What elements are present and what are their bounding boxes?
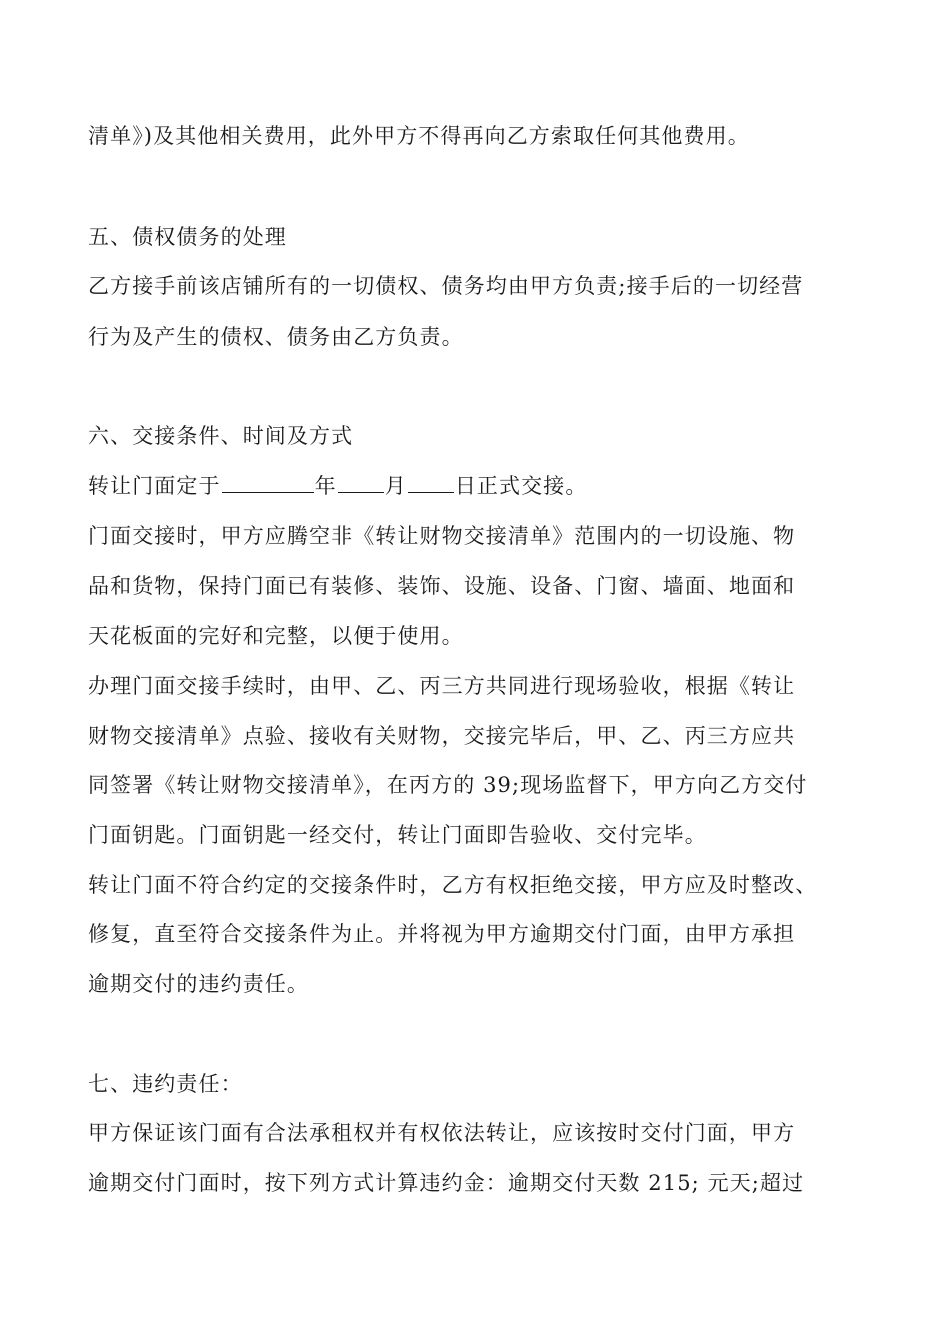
paragraph-line: 甲方保证该门面有合法承租权并有权依法转让，应该按时交付门面，甲方 bbox=[88, 1121, 796, 1145]
paragraph-line: 修复，直至符合交接条件为止。并将视为甲方逾期交付门面，由甲方承担 bbox=[88, 922, 796, 946]
paragraph-line: 行为及产生的债权、债务由乙方负责。 bbox=[88, 325, 464, 349]
handover-date-line bbox=[88, 471, 587, 501]
day-blank bbox=[408, 472, 454, 493]
paragraph-line: 同签署《转让财物交接清单》，在丙方的 39;现场监督下，甲方向乙方交付 bbox=[88, 773, 808, 797]
paragraph-line: 办理门面交接手续时，由甲、乙、丙三方共同进行现场验收，根据《转让 bbox=[88, 674, 796, 698]
paragraph-line: 财物交接清单》点验、接收有关财物，交接完毕后，甲、乙、丙三方应共 bbox=[88, 724, 796, 748]
paragraph-line: 品和货物，保持门面已有装修、装饰、设施、设备、门窗、墙面、地面和 bbox=[88, 574, 796, 598]
paragraph-line: 清单》)及其他相关费用，此外甲方不得再向乙方索取任何其他费用。 bbox=[88, 124, 750, 148]
month-label: 月 bbox=[384, 474, 407, 498]
handover-date-prefix: 转让门面定于 bbox=[88, 474, 221, 498]
paragraph-line: 门面钥匙。门面钥匙一经交付，转让门面即告验收、交付完毕。 bbox=[88, 823, 707, 847]
paragraph-line: 逾期交付门面时，按下列方式计算违约金：逾期交付天数 215; 元天;超过 bbox=[88, 1171, 805, 1195]
section-heading-handover: 六、交接条件、时间及方式 bbox=[88, 424, 354, 448]
paragraph-line: 乙方接手前该店铺所有的一切债权、债务均由甲方负责;接手后的一切经营 bbox=[88, 274, 804, 298]
paragraph-line: 逾期交付的违约责任。 bbox=[88, 972, 309, 996]
section-heading-debts: 五、债权债务的处理 bbox=[88, 225, 287, 249]
section-heading-liability: 七、违约责任： bbox=[88, 1072, 243, 1096]
month-blank bbox=[338, 472, 384, 493]
year-label: 年 bbox=[314, 474, 337, 498]
paragraph-line: 门面交接时，甲方应腾空非《转让财物交接清单》范围内的一切设施、物 bbox=[88, 524, 796, 548]
handover-date-suffix: 日正式交接。 bbox=[454, 474, 588, 498]
paragraph-line: 天花板面的完好和完整，以便于使用。 bbox=[88, 624, 464, 648]
year-blank bbox=[222, 472, 314, 493]
paragraph-line: 转让门面不符合约定的交接条件时，乙方有权拒绝交接，甲方应及时整改、 bbox=[88, 873, 818, 897]
